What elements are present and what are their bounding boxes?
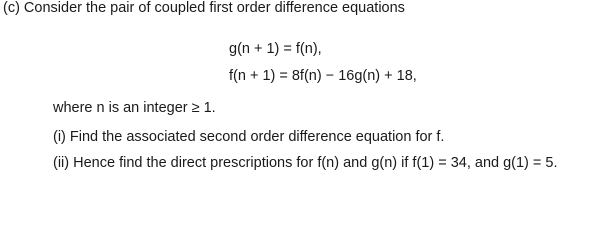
problem-heading: (c) Consider the pair of coupled first order difference equations bbox=[3, 0, 405, 16]
part-ii: (ii) Hence find the direct prescriptions for f(n) and g(n) if f(1) = 34, and g(1) = 5. bbox=[53, 155, 558, 171]
part-i: (i) Find the associated second order difference equation for f. bbox=[53, 129, 445, 145]
domain-condition: where n is an integer ≥ 1. bbox=[53, 100, 216, 116]
equation-g: g(n + 1) = f(n), bbox=[229, 41, 322, 57]
equation-f: f(n + 1) = 8f(n) − 16g(n) + 18, bbox=[229, 68, 417, 84]
